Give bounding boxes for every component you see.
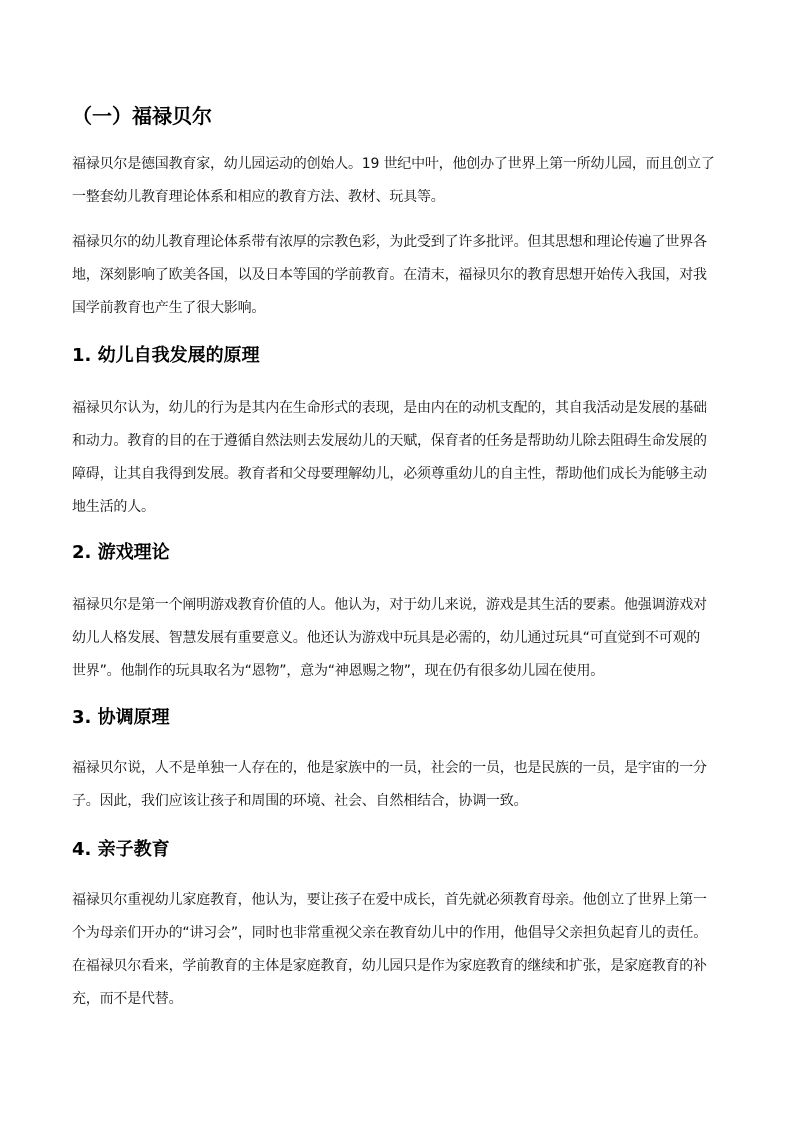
paragraph-line: 一整套幼儿教育理论体系和相应的教育方法、教材、玩具等。 (72, 189, 445, 205)
section-heading-4: 4. 亲子教育 (72, 839, 170, 860)
paragraph-line: 福禄贝尔认为，幼儿的行为是其内在生命形式的表现，是由内在的动机支配的，其自我活动是发展的基础 (72, 400, 707, 416)
paragraph-line: 世界”。他制作的玩具取名为“恩物”，意为“神恩赐之物”，现在仍有很多幼儿园在使用。 (72, 663, 605, 679)
paragraph-line: 个为母亲们开办的“讲习会”，同时也非常重视父亲在教育幼儿中的作用，他倡导父亲担负起育儿的责任。 (72, 925, 708, 941)
paragraph-line: 福禄贝尔说，人不是单独一人存在的，他是家族中的一员，社会的一员，也是民族的一员，是宇宙的一分 (72, 760, 707, 776)
paragraph-line: 在福禄贝尔看来，学前教育的主体是家庭教育，幼儿园只是作为家庭教育的继续和扩张，是家庭教育的补 (72, 958, 707, 974)
paragraph-line: 障碍，让其自我得到发展。教育者和父母要理解幼儿，必须尊重幼儿的自主性，帮助他们成长为能够主动 (72, 466, 707, 482)
section-paragraph-2 (72, 596, 732, 695)
section-heading-3: 3. 协调原理 (72, 707, 170, 728)
section-heading-1: 1. 幼儿自我发展的原理 (72, 345, 260, 366)
paragraph-line: 幼儿人格发展、智慧发展有重要意义。他还认为游戏中玩具是必需的，幼儿通过玩具“可直觉到不可观的 (72, 630, 701, 646)
paragraph-line: 国学前教育也产生了很大影响。 (72, 300, 266, 316)
section-paragraph-4 (72, 891, 732, 1023)
paragraph-line: 充，而不是代替。 (72, 991, 183, 1007)
paragraph-line: 福禄贝尔的幼儿教育理论体系带有浓厚的宗教色彩，为此受到了许多批评。但其思想和理论传遍了世界各 (72, 234, 707, 250)
document-title: （一）福禄贝尔 (72, 104, 212, 128)
section-heading-2: 2. 游戏理论 (72, 542, 170, 563)
paragraph-line: 子。因此，我们应该让孩子和周围的环境、社会、自然相结合，协调一致。 (72, 793, 528, 809)
section-paragraph-3 (72, 759, 732, 825)
paragraph-line: 福禄贝尔重视幼儿家庭教育，他认为，要让孩子在爱中成长，首先就必须教育母亲。他创立了世界上第一 (72, 892, 707, 908)
paragraph-line: 和动力。教育的目的在于遵循自然法则去发展幼儿的天赋，保育者的任务是帮助幼儿除去阻碍生命发展的 (72, 433, 707, 449)
intro-paragraph-2 (72, 233, 732, 332)
intro-paragraph-1 (72, 155, 732, 221)
section-paragraph-1 (72, 399, 732, 531)
paragraph-line: 福禄贝尔是第一个阐明游戏教育价值的人。他认为，对于幼儿来说，游戏是其生活的要素。他强调游戏对 (72, 597, 707, 613)
paragraph-line: 地，深刻影响了欧美各国，以及日本等国的学前教育。在清末，福禄贝尔的教育思想开始传入我国，对我 (72, 267, 707, 283)
paragraph-line: 地生活的人。 (72, 499, 155, 515)
paragraph-line: 福禄贝尔是德国教育家，幼儿园运动的创始人。19 世纪中叶，他创办了世界上第一所幼儿园，而且创立了 (72, 156, 715, 172)
